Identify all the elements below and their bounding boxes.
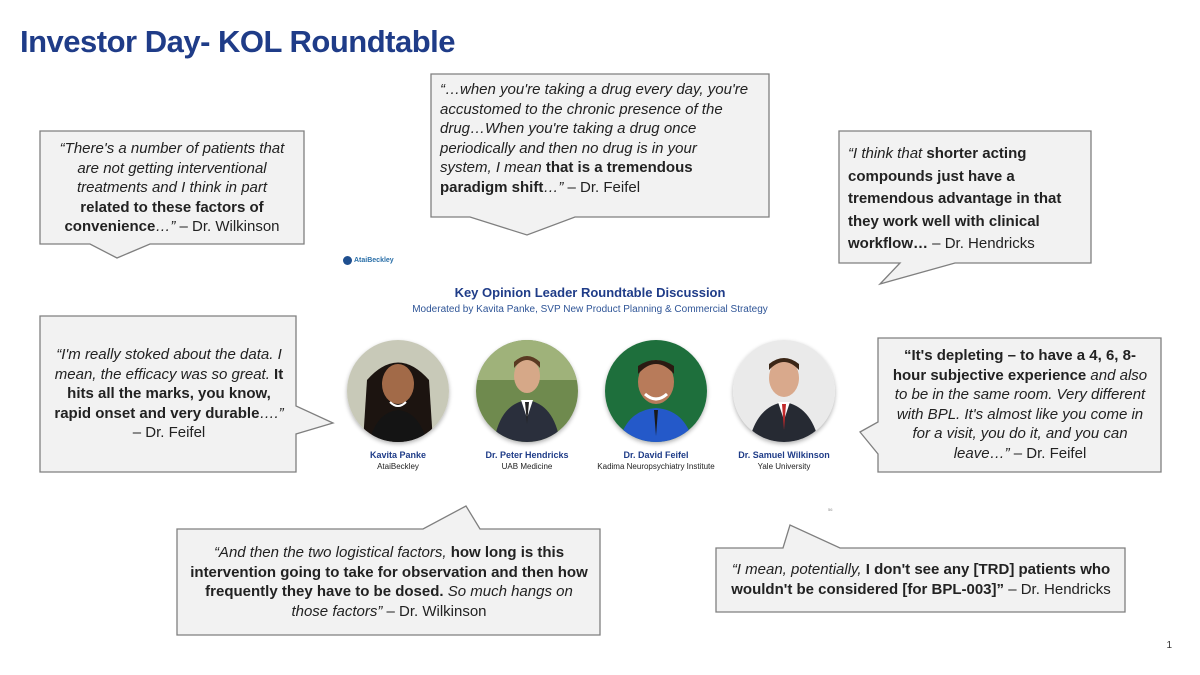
panelist-org: Yale University: [757, 462, 811, 471]
avatar: [476, 340, 578, 442]
quote-hendricks-bottom: “I mean, potentially, I don't see any [TRD] patients who wouldn't be considered [for BPL-003]” – Dr. Hendricks: [731, 561, 1111, 598]
quote-feifel-right: “It's depleting – to have a 4, 6, 8- hour subjective experience and also to be in the same room. Very different with BPL. It's almost like you come in for a visit, you do it, and you can leave…” – Dr. Feifel: [892, 347, 1148, 462]
panelist-org: UAB Medicine: [501, 462, 553, 471]
page-title: Investor Day- KOL Roundtable: [20, 24, 455, 59]
discussion-title: Key Opinion Leader Roundtable Discussion: [454, 285, 726, 300]
quote-hendricks-top: “I think that shorter acting compounds just have a tremendous advantage in that they work well with clinical workflow… – Dr. Hendricks: [848, 145, 1062, 252]
panelist-peter-hendricks: [462, 340, 592, 471]
brand-mark-icon: [343, 256, 352, 265]
avatar: [347, 340, 449, 442]
footnote-marker: 56: [828, 507, 833, 512]
panelist-org: Kadima Neuropsychiatry Institute: [597, 462, 715, 471]
panelist-samuel-wilkinson: [719, 340, 849, 471]
quote-feifel-top: “…when you're taking a drug every day, you're accustomed to the chronic presence of the drug…When you're taking a drug once periodically and then no drug is in your system, I mean that is a tremendous paradigm shift…” – Dr. Feifel: [440, 81, 749, 196]
panelist-david-feifel: [591, 340, 721, 471]
panelist-name: Dr. David Feifel: [623, 450, 689, 460]
avatar: [733, 340, 835, 442]
brand-text: AtaiBeckley: [354, 257, 394, 264]
quote-feifel-left: “I'm really stoked about the data. I mean, the efficacy was so great. It hits all the marks, you know, rapid onset and very durable….” – Dr. Feifel: [54, 346, 284, 442]
panelist-org: AtaiBeckley: [377, 462, 419, 471]
quote-wilkinson-bottom: “And then the two logistical factors, how long is this intervention going to take for observation and then how frequently they have to be dosed. So much hangs on those factors” – Dr. Wilkinson: [190, 544, 588, 620]
avatar: [605, 340, 707, 442]
quote-wilkinson-top: “There's a number of patients that are not getting interventional treatments and I think in part related to these factors of convenience…” – Dr. Wilkinson: [59, 140, 285, 236]
panelist-kavita-panke: [333, 340, 463, 471]
brand-logo: [343, 256, 394, 265]
panelist-name: Dr. Peter Hendricks: [485, 450, 569, 460]
slide-number: 1: [1166, 640, 1172, 651]
panelist-name: Kavita Panke: [369, 450, 427, 460]
panelist-name: Dr. Samuel Wilkinson: [738, 450, 830, 460]
discussion-subtitle: Moderated by Kavita Panke, SVP New Product Planning & Commercial Strategy: [412, 304, 768, 315]
